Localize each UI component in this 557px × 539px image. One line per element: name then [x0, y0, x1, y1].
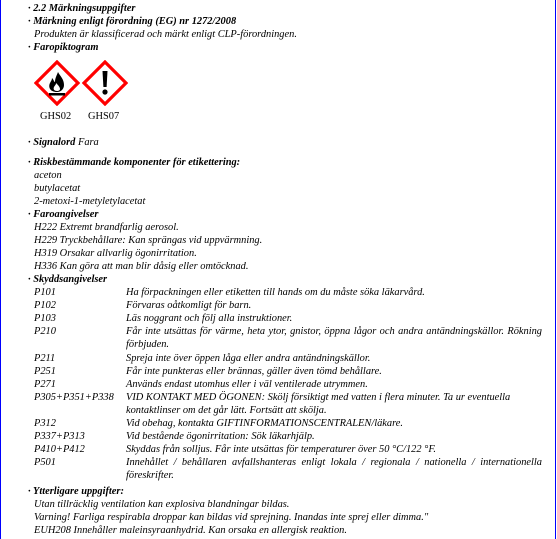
regulation-heading: · Märkning enligt förordning (EG) nr 1272/2008	[28, 16, 237, 27]
precaution-code: P337+P313	[34, 431, 85, 442]
additional-item: EUH208 Innehåller maleinsyraanhydrid. Kan orsaka en allergisk reaktion.	[34, 525, 347, 536]
precaution-heading: · Skyddsangivelser	[28, 274, 108, 285]
precaution-text: Vid bestående ögonirritation: Sök läkarhjälp.	[126, 431, 315, 442]
precaution-code: P210	[34, 326, 56, 337]
ghs07-label: GHS07	[88, 111, 120, 122]
hazard-heading: · Faroangivelser	[28, 209, 99, 220]
ghs02-label: GHS02	[40, 111, 72, 122]
precaution-code: P271	[34, 379, 56, 390]
precaution-code: P103	[34, 313, 56, 324]
signal-word-value: Fara	[77, 137, 99, 148]
section-heading: · 2.2 Märkningsuppgifter	[28, 3, 136, 14]
component-item: aceton	[34, 170, 62, 181]
ghs02-flame-icon	[34, 60, 80, 106]
precaution-text: Används endast utomhus eller i väl ventilerade utrymmen.	[126, 379, 368, 390]
additional-item: Varning! Farliga respirabla droppar kan bildas vid sprejning. Inandas inte sprej eller dimma."	[34, 512, 429, 523]
precaution-code: P312	[34, 418, 56, 429]
component-item: 2-metoxi-1-metyletylacetat	[34, 196, 146, 207]
page-frame-left	[0, 0, 1, 539]
precaution-code: P410+P412	[34, 444, 85, 455]
precaution-code: P211	[34, 353, 56, 364]
precaution-text: Förvaras oåtkomligt för barn.	[126, 300, 252, 311]
additional-item: Utan tillräcklig ventilation kan explosiva blandningar bildas.	[34, 499, 290, 510]
precaution-text: VID KONTAKT MED ÖGONEN: Skölj försiktigt med vatten i flera minuter. Ta ur eventuella kontaktlinser om det går lätt. Fortsätt att skölja.	[126, 392, 511, 416]
hazard-statement: H319 Orsakar allvarlig ögonirritation.	[34, 248, 197, 259]
precaution-code: P102	[34, 300, 56, 311]
pictogram-heading: · Faropiktogram	[28, 42, 99, 53]
precaution-code: P305+P351+P338	[34, 392, 114, 403]
precaution-code: P501	[34, 457, 56, 468]
precaution-text: Får inte utsättas för värme, heta ytor, gnistor, öppna lågor och andra antändningskällor. Rökning förbjuden.	[126, 326, 542, 350]
hazard-statement: H229 Tryckbehållare: Kan sprängas vid uppvärmning.	[34, 235, 263, 246]
precaution-text: Skyddas från solljus. Får inte utsättas för temperaturer över 50 °C/122 °F.	[126, 444, 436, 455]
component-item: butylacetat	[34, 183, 81, 194]
additional-heading: · Ytterligare uppgifter:	[28, 486, 124, 497]
precaution-text: Innehållet / behållaren avfallshanteras enligt lokala / regionala / nationella / internationella föreskrifter.	[126, 457, 542, 481]
hazard-statement: H336 Kan göra att man blir dåsig eller omtöcknad.	[34, 261, 249, 272]
signal-word-line	[28, 136, 99, 149]
precaution-text: Läs noggrant och följ alla instruktioner.	[126, 313, 293, 324]
precaution-code: P101	[34, 287, 56, 298]
ghs07-exclamation-icon	[82, 60, 128, 106]
regulation-text: Produkten är klassificerad och märkt enligt CLP-förordningen.	[34, 29, 297, 40]
precaution-text: Vid obehag, kontakta GIFTINFORMATIONSCENTRALEN/läkare.	[126, 418, 403, 429]
page-frame-right	[555, 0, 556, 539]
components-heading: · Riskbestämmande komponenter för etikettering:	[28, 157, 241, 168]
precaution-text: Får inte punkteras eller brännas, gäller även tömd behållare.	[126, 366, 382, 377]
precaution-text: Spreja inte över öppen låga eller andra antändningskällor.	[126, 353, 371, 364]
precaution-text: Ha förpackningen eller etiketten till hands om du måste söka läkarvård.	[126, 287, 425, 298]
precaution-code: P251	[34, 366, 56, 377]
signal-word-label: · Signalord	[28, 137, 76, 148]
hazard-statement: H222 Extremt brandfarlig aerosol.	[34, 222, 179, 233]
